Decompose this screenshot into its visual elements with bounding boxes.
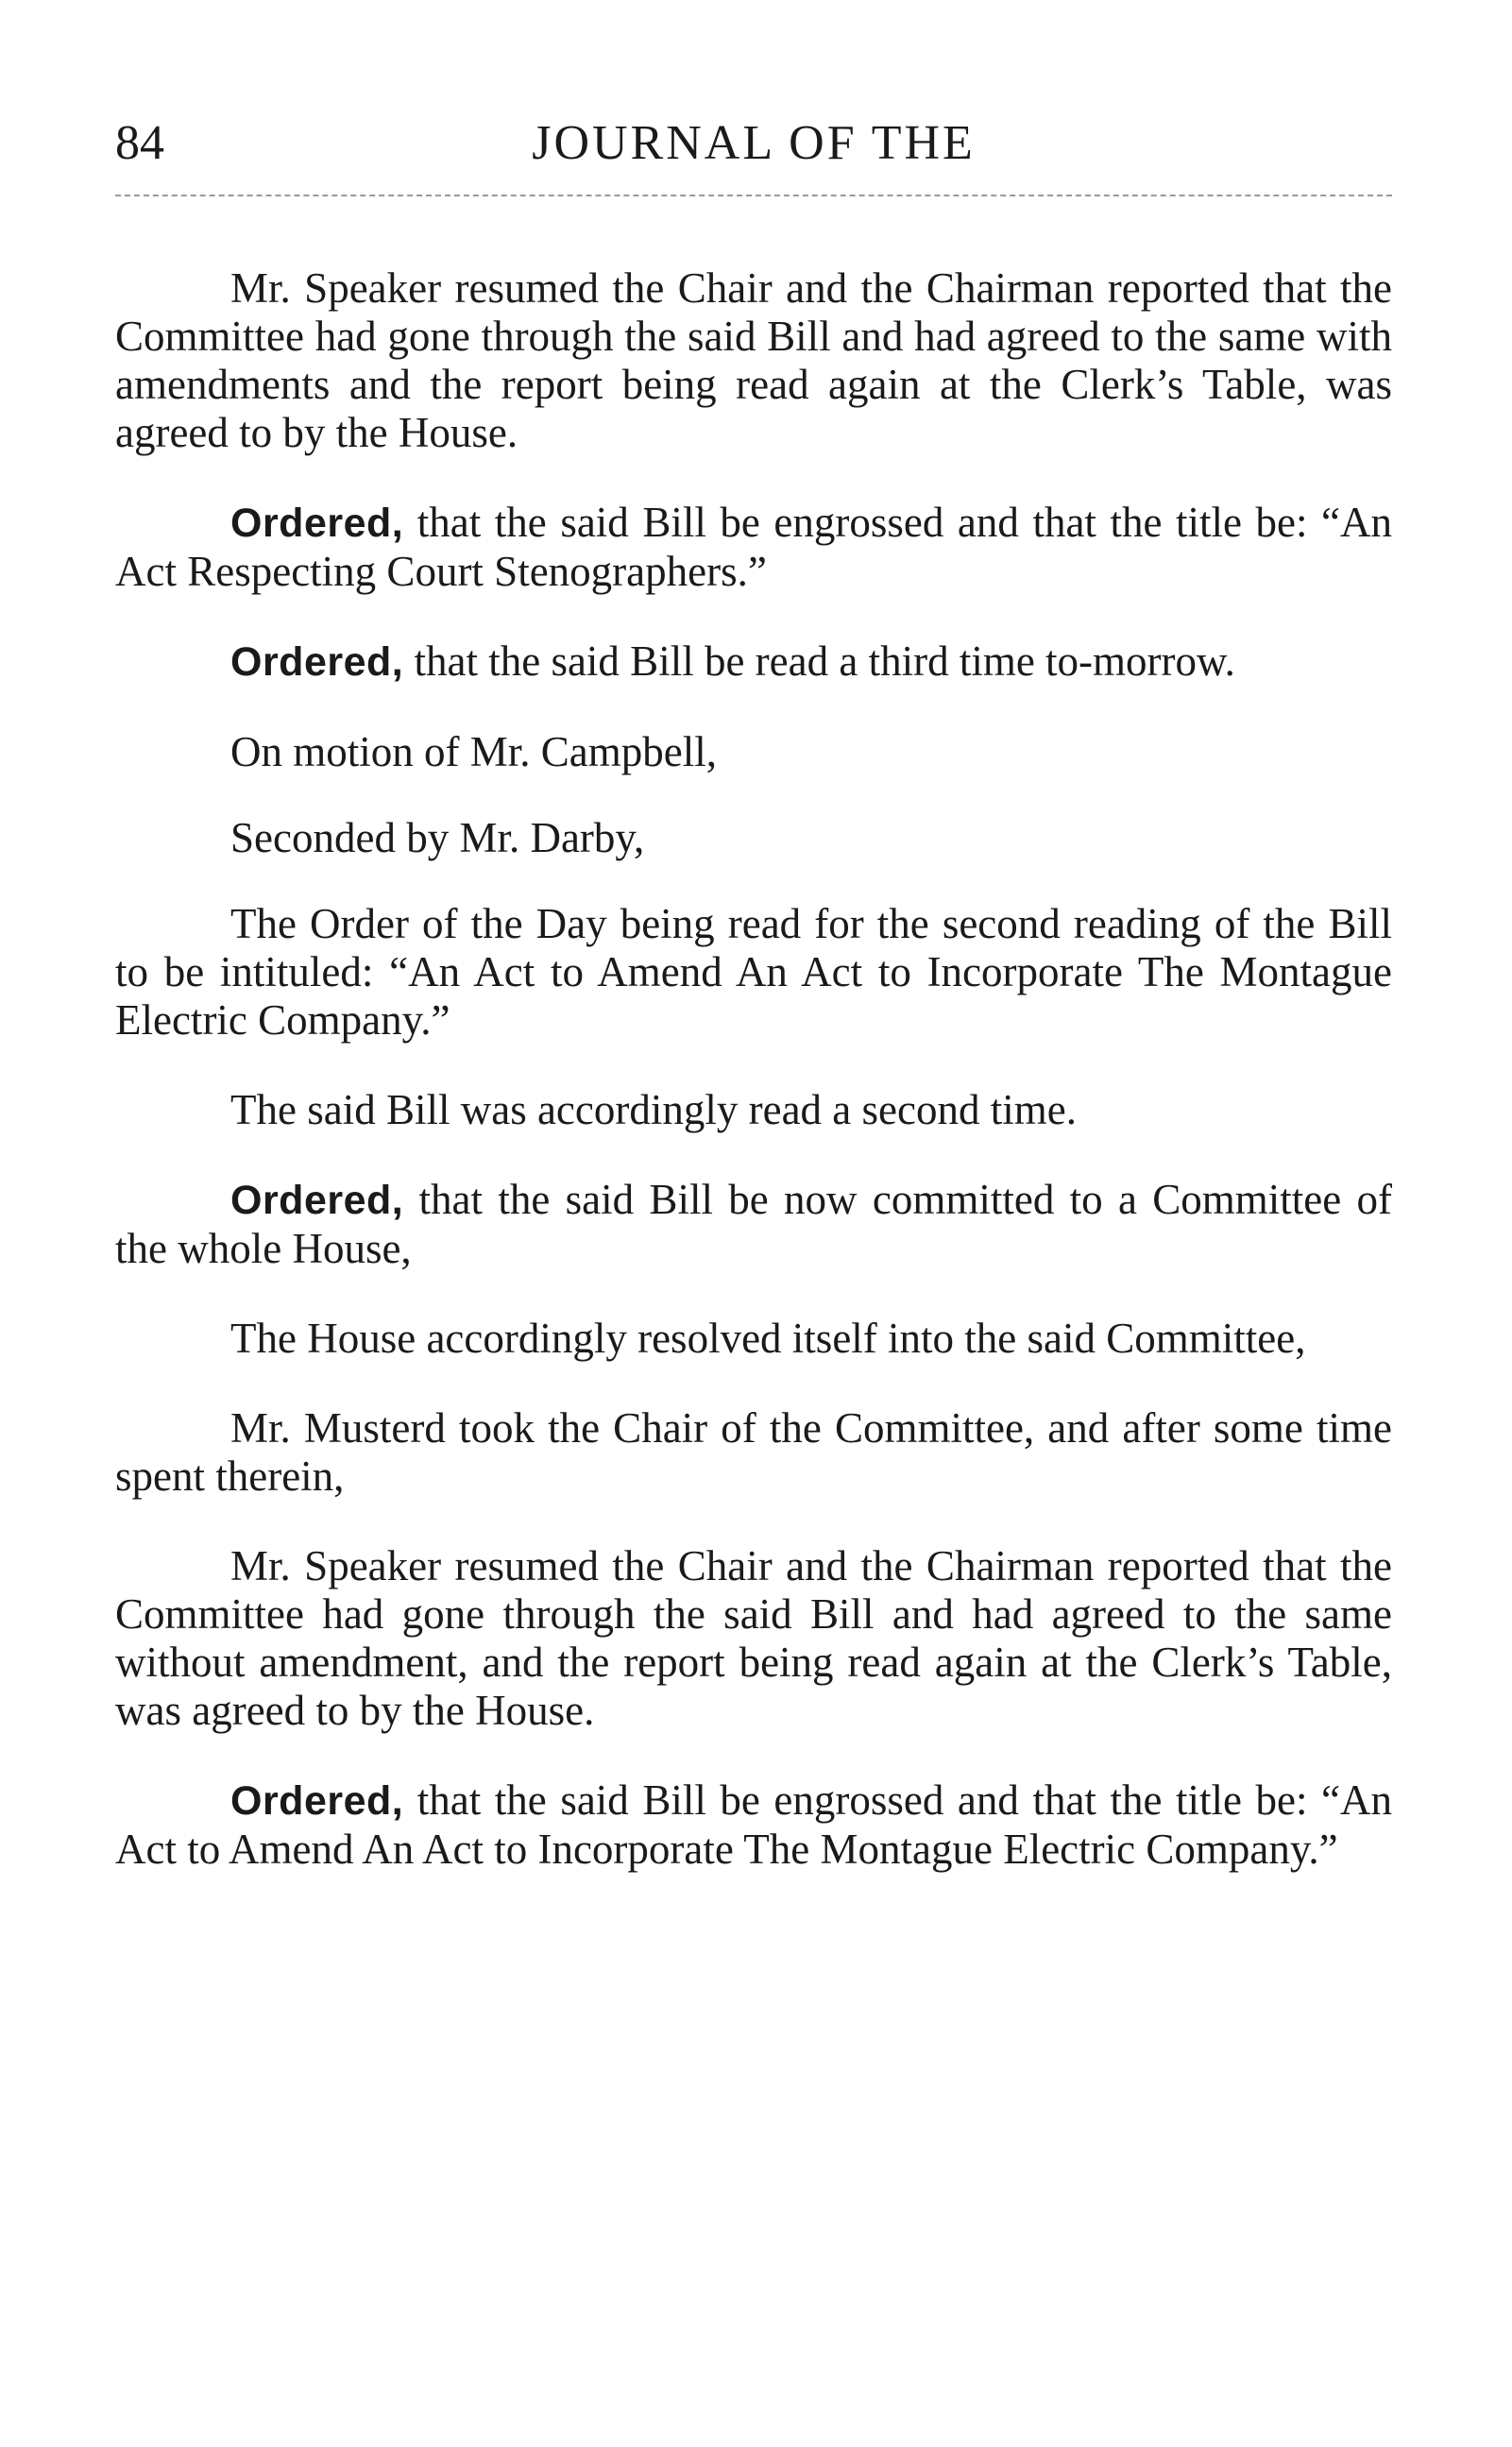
ordered-lead: Ordered, xyxy=(230,501,404,546)
paragraph-text: that the said Bill be engrossed and that the title be: “An Act Respecting Court Stenographers.” xyxy=(115,499,1392,595)
paragraph-house-resolved xyxy=(115,1315,1392,1363)
paragraph-ordered-committed xyxy=(115,1176,1392,1273)
ordered-lead: Ordered, xyxy=(230,1778,404,1824)
paragraph-text: Seconded by Mr. Darby, xyxy=(230,814,645,861)
paragraph-text: On motion of Mr. Campbell, xyxy=(230,728,717,775)
paragraph-speaker-report-1 xyxy=(115,264,1392,457)
paragraph-text: Mr. Speaker resumed the Chair and the Chairman reported that the Committee had gone through the said Bill and had agreed to the same with amendments and the report being read again at the Clerk’s Table, was agreed to by the House. xyxy=(115,264,1392,456)
running-title: JOURNAL OF THE xyxy=(532,116,976,170)
header-rule xyxy=(115,195,1392,196)
paragraph-order-of-day xyxy=(115,900,1392,1045)
running-head xyxy=(115,111,1392,178)
paragraph-text: that the said Bill be engrossed and that the title be: “An Act to Amend An Act to Incorporate The Montague Electric Company.” xyxy=(115,1776,1392,1873)
paragraph-motion xyxy=(115,728,1392,776)
paragraph-ordered-engrossed-2 xyxy=(115,1776,1392,1874)
paragraph-seconded xyxy=(115,814,1392,862)
paragraph-text: The Order of the Day being read for the second reading of the Bill to be intituled: “An Act to Amend An Act to Incorporate The Montague Electric Company.” xyxy=(115,900,1392,1044)
paragraph-text: Mr. Musterd took the Chair of the Committee, and after some time spent therein, xyxy=(115,1404,1392,1500)
page-number: 84 xyxy=(115,116,164,170)
paragraph-ordered-third-reading xyxy=(115,637,1392,687)
journal-body xyxy=(115,264,1392,1915)
ordered-lead: Ordered, xyxy=(230,1178,404,1223)
paragraph-text: Mr. Speaker resumed the Chair and the Chairman reported that the Committee had gone through the said Bill and had agreed to the same without amendment, and the report being read again at the Clerk’s Table, was agreed to by the House. xyxy=(115,1542,1392,1734)
paragraph-musterd-chair xyxy=(115,1404,1392,1501)
ordered-lead: Ordered, xyxy=(230,639,404,685)
paragraph-text: that the said Bill be read a third time to-morrow. xyxy=(403,637,1235,685)
paragraph-text: The said Bill was accordingly read a second time. xyxy=(230,1086,1077,1133)
paragraph-ordered-engrossed-1 xyxy=(115,499,1392,596)
paragraph-text: that the said Bill be now committed to a Committee of the whole House, xyxy=(115,1176,1392,1272)
paragraph-speaker-report-2 xyxy=(115,1542,1392,1735)
paragraph-second-reading xyxy=(115,1086,1392,1134)
paragraph-text: The House accordingly resolved itself into the said Committee, xyxy=(230,1315,1306,1362)
